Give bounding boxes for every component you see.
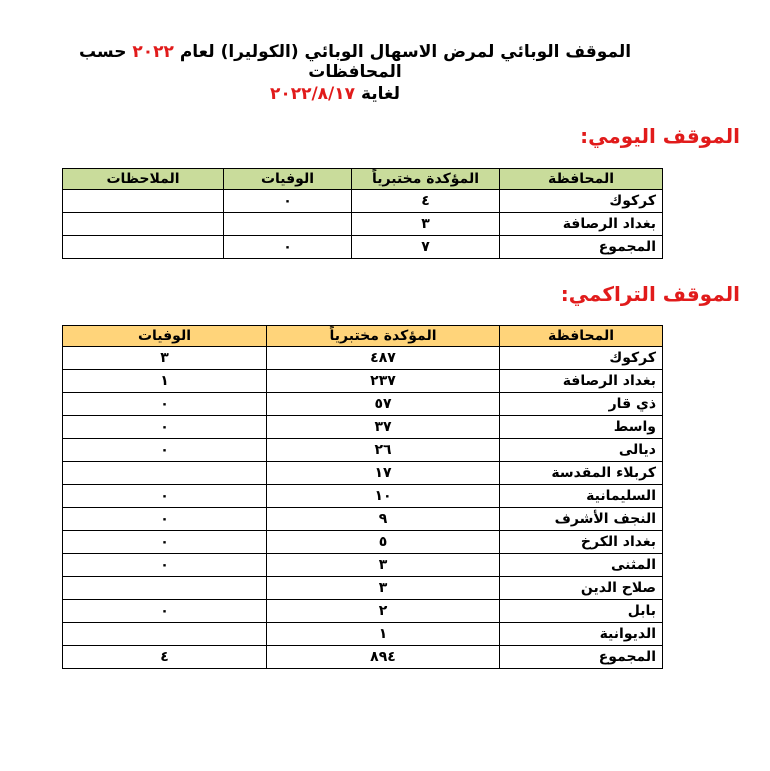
cell-deaths: ٠: [63, 554, 267, 577]
cumulative-table: [62, 325, 663, 669]
title-date: ٢٠٢٢/٨/١٧: [269, 84, 356, 104]
cell-confirmed: ١٧: [267, 462, 500, 485]
cumulative-header-row: [63, 326, 663, 347]
daily-col-notes: الملاحظات: [63, 169, 224, 190]
cell-deaths: ١: [63, 370, 267, 393]
cell-confirmed: ٤: [352, 190, 500, 213]
cell-confirmed: ٢: [267, 600, 500, 623]
cell-governorate: ذي قار: [500, 393, 663, 416]
cell-confirmed: ٥٧: [267, 393, 500, 416]
cell-notes: [63, 236, 224, 259]
cell-confirmed: ٣: [267, 577, 500, 600]
daily-table-row: [63, 236, 663, 259]
cell-confirmed: ٧: [352, 236, 500, 259]
daily-col-confirmed: المؤكدة مختبرياً: [352, 169, 500, 190]
cell-confirmed: ٩: [267, 508, 500, 531]
daily-section-heading: الموقف اليومي:: [580, 124, 740, 148]
cell-governorate: بابل: [500, 600, 663, 623]
cumulative-table-row: [63, 623, 663, 646]
daily-table-row: [63, 213, 663, 236]
title-part1: الموقف الوبائي لمرض الاسهال الوبائي (الكوليرا) لعام: [179, 42, 632, 62]
cell-confirmed: ٨٩٤: [267, 646, 500, 669]
cell-governorate: واسط: [500, 416, 663, 439]
cumulative-section-heading: الموقف التراكمي:: [560, 282, 740, 306]
cell-deaths: ٠: [63, 508, 267, 531]
cumulative-table-row: [63, 370, 663, 393]
cell-governorate: بغداد الرصافة: [500, 213, 663, 236]
cell-deaths: [63, 462, 267, 485]
cell-confirmed: ٣: [352, 213, 500, 236]
cell-notes: [63, 190, 224, 213]
cell-deaths: ٣: [63, 347, 267, 370]
cell-governorate: النجف الأشرف: [500, 508, 663, 531]
daily-table-row: [63, 190, 663, 213]
daily-header-row: [63, 169, 663, 190]
cell-notes: [63, 213, 224, 236]
cell-deaths: ٠: [224, 190, 352, 213]
cumulative-table-row: [63, 393, 663, 416]
cell-deaths: ٠: [224, 236, 352, 259]
cell-governorate: بغداد الكرخ: [500, 531, 663, 554]
report-title: [60, 42, 650, 82]
title-year: ٢٠٢٢: [132, 42, 174, 62]
title-part2: حسب المحافظات: [78, 42, 402, 82]
cumulative-col-governorate: المحافظة: [500, 326, 663, 347]
cell-governorate: السليمانية: [500, 485, 663, 508]
cell-deaths: [224, 213, 352, 236]
cell-governorate: الديوانية: [500, 623, 663, 646]
cell-confirmed: ٥: [267, 531, 500, 554]
cell-confirmed: ٤٨٧: [267, 347, 500, 370]
cell-governorate: المثنى: [500, 554, 663, 577]
cumulative-table-row: [63, 508, 663, 531]
cell-governorate: صلاح الدين: [500, 577, 663, 600]
title-line2-prefix: لغاية: [360, 84, 401, 104]
cell-deaths: ٠: [63, 439, 267, 462]
cumulative-table-row: [63, 439, 663, 462]
cell-deaths: ٠: [63, 416, 267, 439]
cell-deaths: ٠: [63, 531, 267, 554]
cell-governorate: كربلاء المقدسة: [500, 462, 663, 485]
cell-deaths: [63, 577, 267, 600]
cell-deaths: ٤: [63, 646, 267, 669]
cumulative-table-row: [63, 646, 663, 669]
cell-governorate: ديالى: [500, 439, 663, 462]
cell-confirmed: ١٠: [267, 485, 500, 508]
cell-deaths: [63, 623, 267, 646]
cumulative-col-confirmed: المؤكدة مختبرياً: [267, 326, 500, 347]
cumulative-table-row: [63, 577, 663, 600]
cell-deaths: ٠: [63, 393, 267, 416]
cell-deaths: ٠: [63, 485, 267, 508]
cumulative-table-row: [63, 462, 663, 485]
cell-governorate: بغداد الرصافة: [500, 370, 663, 393]
cumulative-col-deaths: الوفيات: [63, 326, 267, 347]
cumulative-table-row: [63, 531, 663, 554]
cell-governorate: المجموع: [500, 646, 663, 669]
daily-col-deaths: الوفيات: [224, 169, 352, 190]
cell-confirmed: ٣: [267, 554, 500, 577]
report-subtitle: [200, 84, 470, 104]
cell-governorate: كركوك: [500, 190, 663, 213]
cumulative-table-row: [63, 347, 663, 370]
cell-governorate: المجموع: [500, 236, 663, 259]
cell-deaths: ٠: [63, 600, 267, 623]
cell-governorate: كركوك: [500, 347, 663, 370]
cumulative-table-row: [63, 485, 663, 508]
cell-confirmed: ١: [267, 623, 500, 646]
cumulative-table-row: [63, 416, 663, 439]
cumulative-table-row: [63, 600, 663, 623]
cell-confirmed: ٢٦: [267, 439, 500, 462]
cell-confirmed: ٣٧: [267, 416, 500, 439]
cumulative-table-row: [63, 554, 663, 577]
cell-confirmed: ٢٣٧: [267, 370, 500, 393]
daily-table: [62, 168, 663, 259]
daily-col-governorate: المحافظة: [500, 169, 663, 190]
